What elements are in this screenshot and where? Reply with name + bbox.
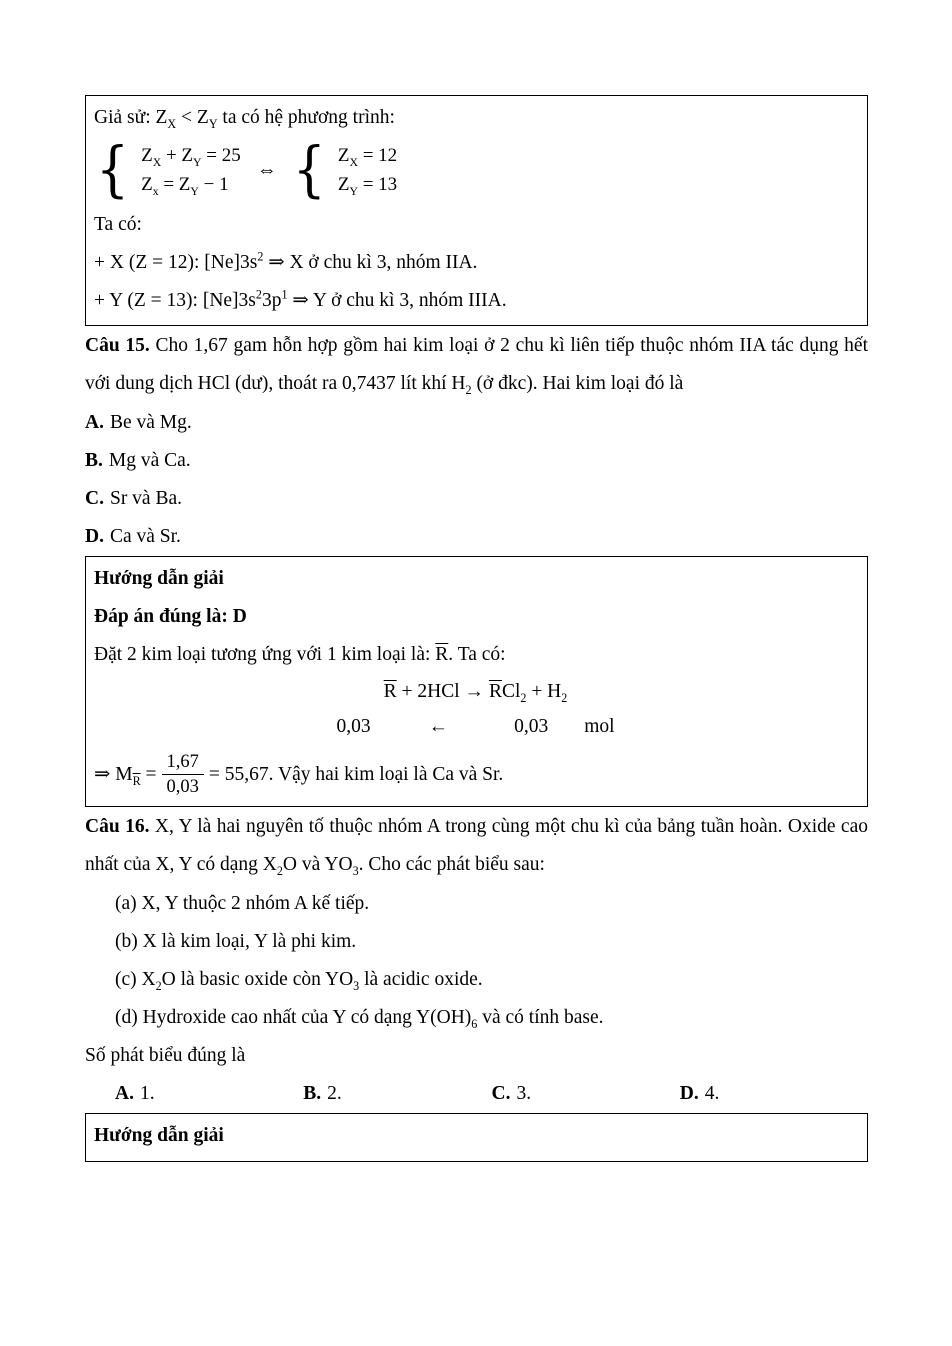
option-label: D.	[85, 526, 104, 548]
fraction	[162, 750, 204, 799]
option-label: C.	[491, 1083, 511, 1105]
system-left	[141, 141, 241, 200]
option-text: 4.	[704, 1083, 720, 1105]
q16-options-row	[85, 1075, 868, 1113]
solution-title: Hướng dẫn giải	[94, 1125, 224, 1147]
ta-co-line: Ta có:	[94, 213, 142, 235]
conclusion-post: = 55,67. Vậy hai kim loại là Ca và Sr.	[208, 764, 504, 786]
option-text: Mg và Ca.	[108, 449, 191, 471]
question-16-stem: Câu 16. X, Y là hai nguyên tố thuộc nhóm A trong cùng một chu kì của bảng tuần hoàn. Oxide cao nhất của X, Y có dạng $X_2O$ và $YO_3$. Cho các phát biểu sau:	[85, 816, 868, 879]
statement-d: (d) Hydroxide cao nhất của Y có dạng $Y(OH)_6$ và có tính base.	[115, 1007, 604, 1032]
system-right-line1: $Z_X = 12$	[337, 145, 398, 169]
equation-system	[96, 135, 857, 205]
option-text: Be và Mg.	[109, 411, 192, 433]
option-text: Sr và Ba.	[109, 488, 182, 509]
statement-b: (b) X là kim loại, Y là phi kim.	[115, 931, 357, 953]
conclusion-line	[94, 750, 857, 799]
answer-line: Đáp án đúng là: D	[94, 606, 247, 628]
option-text: 3.	[516, 1083, 532, 1105]
statement-a: (a) X, Y thuộc 2 nhóm A kế tiếp.	[115, 893, 370, 915]
mol-value-2: 0,03	[514, 716, 549, 738]
option-label: D.	[679, 1083, 699, 1105]
option-label: C.	[85, 488, 104, 509]
fraction-denominator: 0,03	[166, 777, 199, 798]
right-brace: {	[292, 135, 326, 205]
option-label: A.	[85, 411, 104, 433]
y-config-line: + Y (Z = 13): $[Ne]3s^23p^1$ ⇒ Y ở chu kì 3, nhóm IIIA.	[94, 287, 507, 311]
left-arrow: ←	[428, 716, 449, 738]
system-right	[338, 141, 397, 200]
conclusion-pre: ⇒ $M_{\overline{R}}$ =	[94, 764, 157, 789]
x-config-line: + X (Z = 12): $[Ne]3s^2$ ⇒ X ở chu kì 3, nhóm IIA.	[94, 249, 478, 273]
q16-option-b	[303, 1075, 491, 1113]
question-15-stem: Câu 15. Cho 1,67 gam hỗn hợp gồm hai kim loại ở 2 chu kì liên tiếp thuộc nhóm IIA tác dụng hết với dung dịch HCl (dư), thoát ra 0,7437 lít khí $H_2$ (ở đkc). Hai kim loại đó là	[85, 334, 868, 397]
solution-title: Hướng dẫn giải	[94, 568, 224, 590]
q15-option-c	[85, 480, 868, 518]
q15-option-b	[85, 442, 868, 480]
fraction-numerator: 1,67	[162, 750, 204, 775]
mol-line	[94, 709, 857, 744]
setup-line: Đặt 2 kim loại tương ứng với 1 kim loại là: $\overline{R}$. Ta có:	[94, 644, 506, 666]
option-text: Ca và Sr.	[109, 526, 181, 548]
option-label: A.	[115, 1083, 134, 1105]
q15-option-a	[85, 404, 868, 442]
system-left-line1: $Z_X + Z_Y = 25$	[141, 145, 241, 169]
solution-box-top	[85, 95, 868, 326]
q16-option-d	[680, 1075, 868, 1113]
system-right-line2: $Z_Y = 13$	[337, 174, 398, 199]
solution-box-q16	[85, 1113, 868, 1161]
count-line: Số phát biểu đúng là	[85, 1045, 246, 1067]
iff-symbol: ⇔	[256, 158, 277, 181]
option-text: 2.	[327, 1083, 342, 1105]
left-brace: {	[96, 135, 130, 205]
mol-value-1: 0,03	[336, 716, 371, 738]
statement-c: (c) $X_2O$ là basic oxide còn $YO_3$ là acidic oxide.	[115, 969, 483, 994]
q15-option-d	[85, 518, 868, 556]
system-left-line2: $Z_x = Z_Y - 1$	[141, 174, 229, 199]
option-label: B.	[85, 449, 103, 471]
assumption-line: Giả sử: $Z_X < Z_Y$ ta có hệ phương trình:	[94, 107, 395, 131]
mol-unit: mol	[584, 716, 615, 738]
reaction-equation: $\overline{R} + 2HCl \to \overline{R}Cl_2 + H_2$	[383, 681, 568, 705]
option-text: 1.	[139, 1083, 155, 1105]
q16-option-a	[115, 1075, 303, 1113]
solution-box-q15	[85, 556, 868, 807]
q16-option-c	[492, 1075, 680, 1113]
option-label: B.	[303, 1083, 322, 1105]
